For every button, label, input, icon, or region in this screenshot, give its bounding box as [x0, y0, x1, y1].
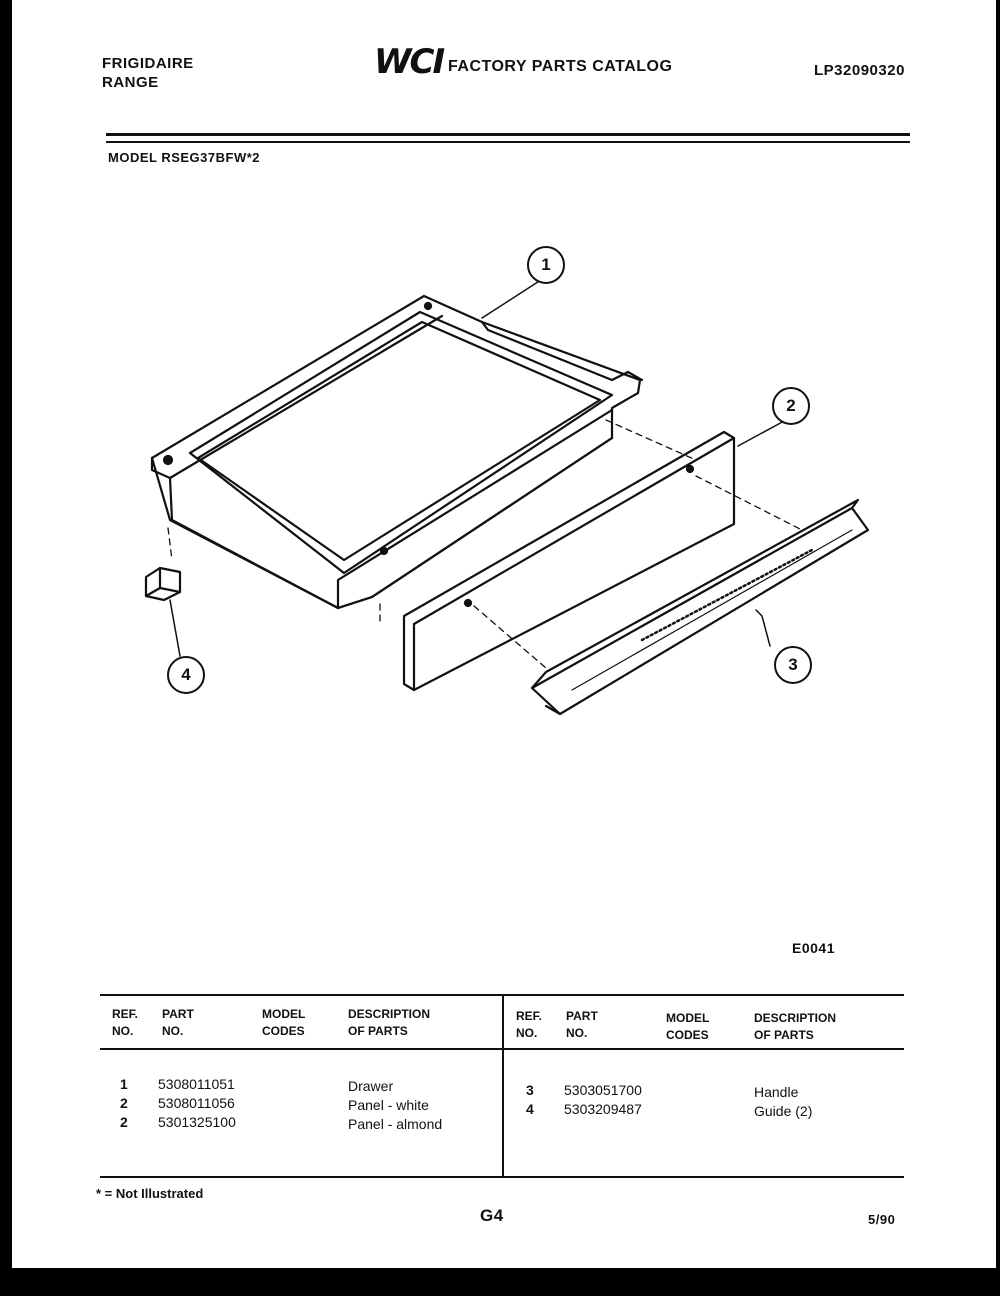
- callout-2: 2: [772, 387, 810, 425]
- table-rule-bottom: [100, 1176, 904, 1178]
- wci-logo: WCI: [374, 42, 444, 82]
- table-row-part: 5301325100: [158, 1114, 236, 1130]
- table-row-part: 5303051700: [564, 1082, 642, 1098]
- table-row-ref: 2: [120, 1114, 128, 1130]
- footnote: * = Not Illustrated: [96, 1186, 204, 1201]
- header-desc-right: DESCRIPTION OF PARTS: [754, 1011, 837, 1042]
- table-row-ref: 1: [120, 1076, 128, 1092]
- table-row-desc: Panel - white: [348, 1097, 429, 1113]
- table-row-desc: Drawer: [348, 1078, 394, 1094]
- table-row-part: 5308011051: [158, 1076, 235, 1092]
- header-desc: DESCRIPTION OF PARTS: [348, 1007, 431, 1038]
- header-model: MODEL CODES: [262, 1007, 306, 1038]
- catalog-number: LP32090320: [814, 62, 905, 79]
- header-part-right: PART NO.: [566, 1009, 598, 1040]
- table-divider: [502, 994, 504, 1178]
- table-row-part: 5308011056: [158, 1095, 235, 1111]
- scan-border-left: [0, 0, 12, 1296]
- ref-column-right: [526, 1081, 534, 1119]
- table-row-desc: Guide (2): [754, 1103, 813, 1119]
- callout-3: 3: [774, 646, 812, 684]
- part-column-right: [564, 1081, 642, 1119]
- model-label: MODEL RSEG37BFW*2: [108, 150, 261, 165]
- brand-name: FRIGIDAIRE: [102, 55, 194, 72]
- table-row-ref: 4: [526, 1101, 534, 1117]
- guide-part: [146, 568, 180, 600]
- table-row-ref: 2: [120, 1095, 128, 1111]
- page-code: G4: [480, 1206, 504, 1225]
- callout-1: 1: [527, 246, 565, 284]
- callout-4: 4: [167, 656, 205, 694]
- table-row-ref: 3: [526, 1082, 534, 1098]
- table-row-desc: Panel - almond: [348, 1116, 443, 1132]
- diagram-code: E0041: [792, 940, 835, 956]
- product-type: RANGE: [102, 74, 159, 91]
- scan-border-right: [996, 0, 1000, 1296]
- exploded-view-diagram: [12, 0, 996, 960]
- header-ref-right: REF. NO.: [516, 1009, 543, 1040]
- table-row-part: 5303209487: [564, 1101, 642, 1117]
- header-ref: REF. NO.: [112, 1007, 139, 1038]
- catalog-title: FACTORY PARTS CATALOG: [448, 58, 673, 75]
- table-row-desc: Handle: [754, 1084, 799, 1100]
- ref-column-left: [120, 1075, 128, 1132]
- scan-border-bottom: [0, 1268, 1000, 1296]
- part-column-left: [158, 1075, 236, 1132]
- catalog-page: [12, 0, 996, 1268]
- header-model-right: MODEL CODES: [666, 1011, 710, 1042]
- header-part: PART NO.: [162, 1007, 194, 1038]
- desc-column-right: [754, 1083, 812, 1121]
- desc-column-left: [348, 1077, 442, 1134]
- catalog-date: 5/90: [868, 1212, 896, 1227]
